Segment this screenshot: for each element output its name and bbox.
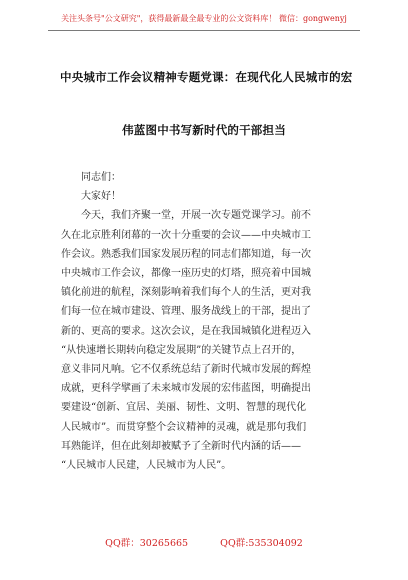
body-line: 今天，我们齐聚一堂，开展一次专题党课学习。前不 bbox=[81, 210, 311, 222]
body-line: 久在北京胜利闭幕的一次十分重要的会议——中央城市工 bbox=[61, 229, 311, 241]
body-line: 中央城市工作会议，都像一座历史的灯塔，照亮着中国城 bbox=[61, 268, 311, 280]
footer-qq-group-2: QQ群:535304092 bbox=[220, 538, 303, 549]
body-line: 们每一位在城市建设、管理、服务战线上的干部，提出了 bbox=[61, 306, 311, 318]
document-title-line-2: 伟蓝图中书写新时代的干部担当 bbox=[122, 123, 286, 137]
body-line: 耳熟能详，但在此刻却被赋予了全新时代内涵的话—— bbox=[61, 440, 301, 452]
body-line: 意义非同凡响。它不仅系统总结了新时代城市发展的辉煌 bbox=[61, 364, 311, 376]
body-line: 人民城市”。而贯穿整个会议精神的灵魂，就是那句我们 bbox=[61, 421, 307, 433]
body-line: 要建设“创新、宜居、美丽、韧性、文明、智慧的现代化 bbox=[61, 402, 307, 414]
footer-qq-group-1: QQ群：30265665 bbox=[105, 538, 189, 549]
document-title-line-1: 中央城市工作会议精神专题党课：在现代化人民城市的宏 bbox=[60, 70, 353, 84]
body-line: “人民城市人民建，人民城市为人民”。 bbox=[61, 460, 232, 472]
header-banner bbox=[48, 12, 360, 31]
body-line: 同志们： bbox=[81, 172, 121, 183]
body-line: 镇化前进的航程，深刻影响着我们每个人的生活，更对我 bbox=[61, 287, 311, 299]
body-line: 大家好！ bbox=[81, 191, 121, 203]
body-line: 作会议。熟悉我们国家发展历程的同志们都知道，每一次 bbox=[61, 248, 311, 260]
footer bbox=[0, 535, 408, 549]
header-banner-text: 关注头条号"公文研究"，获得最新最全最专业的公文资料库！ 微信：gongwenyj bbox=[61, 14, 347, 23]
body-line: 成就，更科学擘画了未来城市发展的宏伟蓝图，明确提出 bbox=[61, 383, 311, 395]
document-body bbox=[61, 168, 351, 475]
body-line: “从快速增长期转向稳定发展期”的关键节点上召开的， bbox=[61, 344, 302, 356]
body-line: 新的、更高的要求。这次会议，是在我国城镇化进程迈入 bbox=[61, 325, 311, 337]
